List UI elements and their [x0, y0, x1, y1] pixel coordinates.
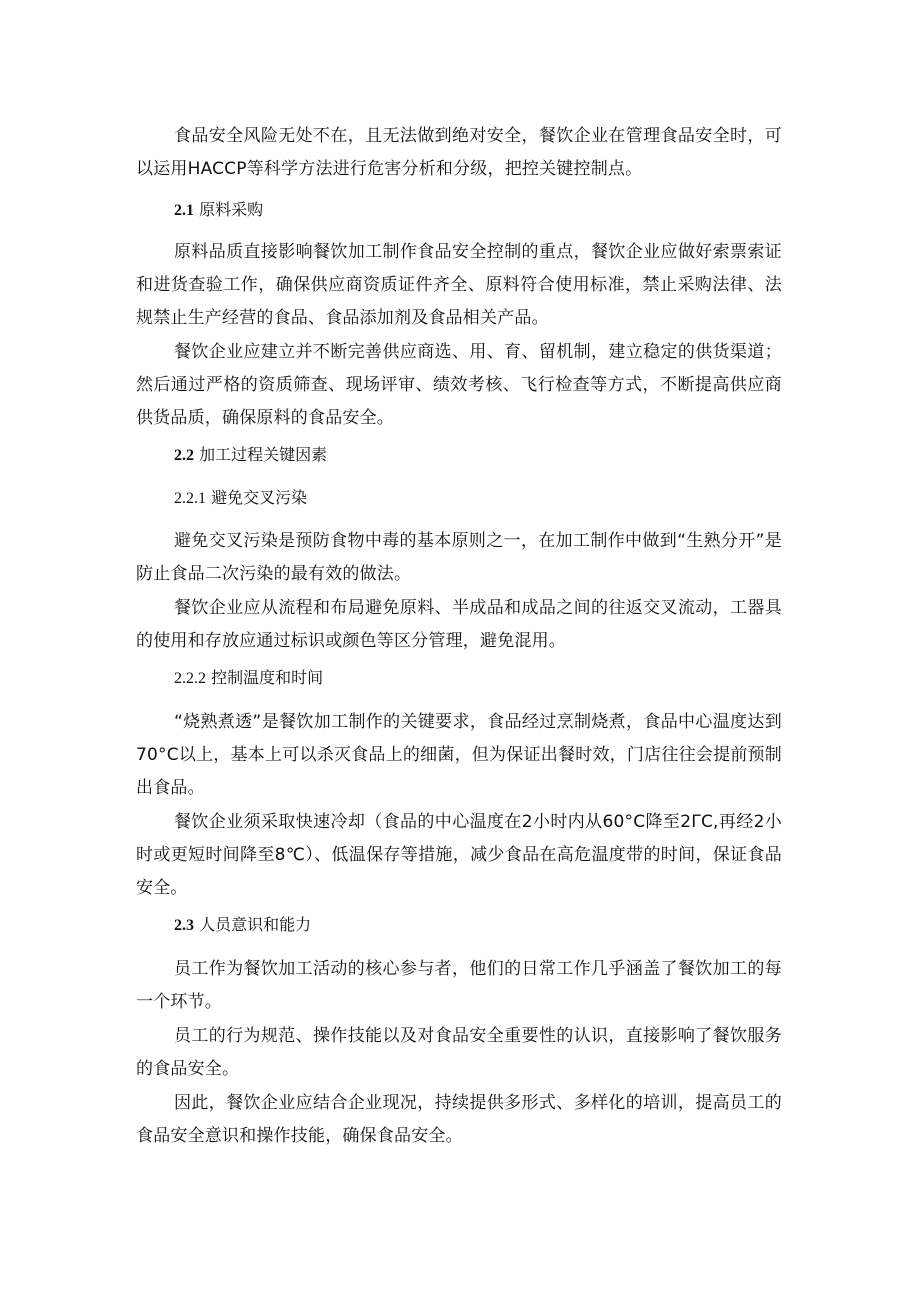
heading-text: 原料采购 — [199, 200, 264, 219]
heading-number: 2.2 — [174, 447, 194, 464]
paragraph-training: 因此，餐饮企业应结合企业现况，持续提供多形式、多样化的培训，提高员工的食品安全意识和操作技能，确保食品安全。 — [136, 1093, 782, 1146]
paragraph-layout-separation: 餐饮企业应从流程和布局避免原料、半成品和成品之间的往返交叉流动，工器具的使用和存放应通过标识或颜色等区分管理，避免混用。 — [136, 598, 782, 651]
heading-2-2 — [174, 443, 327, 468]
paragraph-cross-contamination: 避免交叉污染是预防食物中毒的基本原则之一，在加工制作中做到“生熟分开”是防止食品二次污染的最有效的做法。 — [136, 531, 782, 584]
heading-number: 2.3 — [174, 917, 194, 934]
paragraph-intro: 食品安全风险无处不在，且无法做到绝对安全，餐饮企业在管理食品安全时，可以运用HACCP等科学方法进行危害分析和分级，把控关键控制点。 — [136, 126, 782, 179]
paragraph-staff-conduct: 员工的行为规范、操作技能以及对食品安全重要性的认识，直接影响了餐饮服务的食品安全。 — [136, 1026, 782, 1079]
heading-number: 2.2.2 — [174, 670, 206, 687]
heading-text: 控制温度和时间 — [211, 668, 324, 687]
heading-number: 2.2.1 — [174, 490, 206, 507]
heading-2-1 — [174, 198, 263, 223]
heading-text: 加工过程关键因素 — [199, 445, 328, 464]
heading-2-2-2 — [174, 666, 323, 691]
heading-text: 人员意识和能力 — [199, 915, 312, 934]
heading-2-2-1 — [174, 486, 307, 511]
heading-number: 2.1 — [174, 202, 194, 219]
paragraph-staff-role: 员工作为餐饮加工活动的核心参与者，他们的日常工作几乎涵盖了餐饮加工的每一个环节。 — [136, 959, 782, 1012]
paragraph-supplier-mechanism: 餐饮企业应建立并不断完善供应商选、用、育、留机制，建立稳定的供货渠道；然后通过严格的资质筛查、现场评审、绩效考核、飞行检查等方式，不断提高供应商供货品质，确保原料的食品安全。 — [136, 342, 782, 428]
paragraph-thorough-cooking: “烧熟煮透”是餐饮加工制作的关键要求，食品经过烹制烧煮，食品中心温度达到70°C以上，基本上可以杀灭食品上的细菌，但为保证出餐时效，门店往往会提前预制出食品。 — [136, 712, 782, 798]
heading-2-3 — [174, 913, 311, 938]
paragraph-rapid-cooling: 餐饮企业须采取快速冷却（食品的中心温度在2小时内从60°C降至2ΓC,再经2小时或更短时间降至8℃）、低温保存等措施，减少食品在高危温度带的时间，保证食品安全。 — [136, 812, 782, 898]
paragraph-raw-material-quality: 原料品质直接影响餐饮加工制作食品安全控制的重点，餐饮企业应做好索票索证和进货查验工作，确保供应商资质证件齐全、原料符合使用标准，禁止采购法律、法规禁止生产经营的食品、食品添加剂及食品相关产品。 — [136, 242, 782, 328]
heading-text: 避免交叉污染 — [211, 488, 308, 507]
